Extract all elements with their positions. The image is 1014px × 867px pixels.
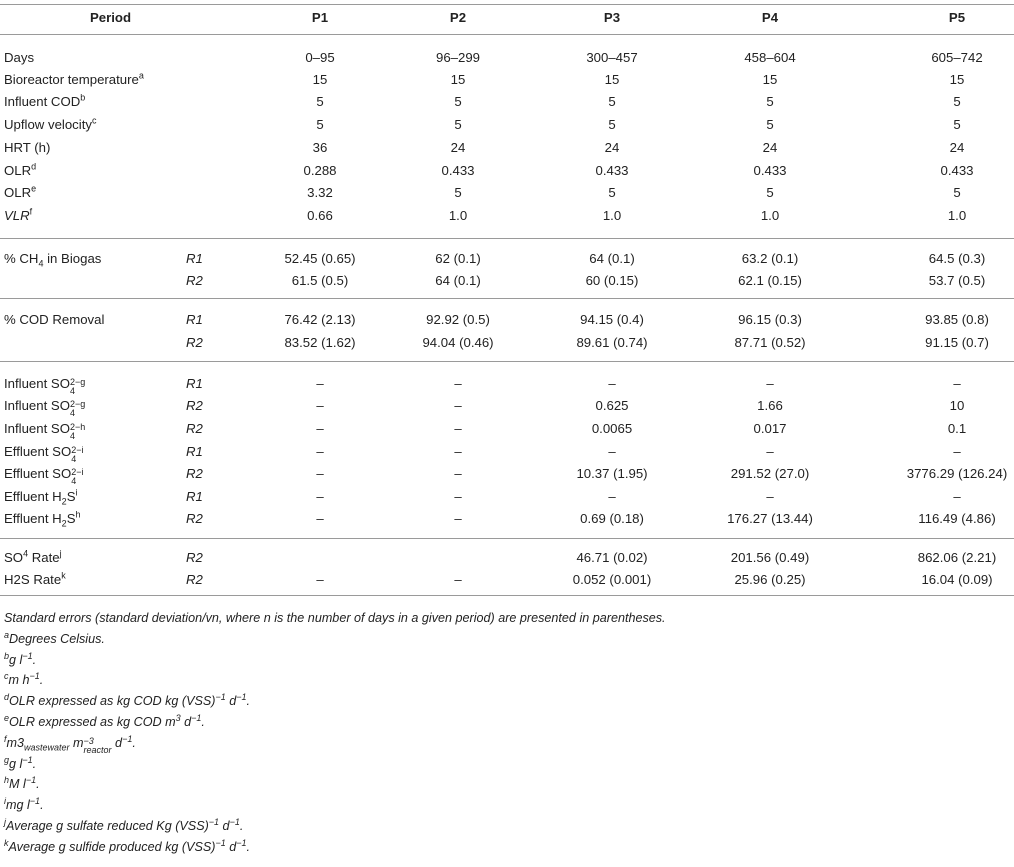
cell-p3: 5 (608, 117, 616, 132)
cell-p1: – (316, 398, 324, 413)
cell-p4: 5 (766, 185, 774, 200)
cell-p5: 0.433 (940, 163, 974, 178)
cell-p4: 5 (766, 94, 774, 109)
row-reactor: R2 (186, 273, 203, 288)
row-label: Effluent $H_2S^h$ (4, 509, 81, 529)
cell-p3: 24 (604, 140, 620, 155)
table-row (0, 395, 1014, 417)
group-rule (0, 361, 1014, 362)
cell-p2: – (454, 572, 462, 587)
table-row (0, 309, 1014, 331)
table-row (0, 270, 1014, 292)
table-row (0, 91, 1014, 113)
cell-p2: 92.92 (0.5) (426, 312, 490, 327)
cell-p1: – (316, 444, 324, 459)
row-label: Influent SO 2−g 4 (4, 376, 86, 396)
header-p2: P2 (449, 10, 467, 25)
cell-p4: 63.2 (0.1) (741, 251, 799, 266)
cell-p3: 94.15 (0.4) (580, 312, 644, 327)
cell-p3: – (608, 376, 616, 391)
header-p1: P1 (311, 10, 329, 25)
footnote-f: $^fm3_{wastewater}$ m −3 reactor $d^{-1}$. (4, 733, 136, 755)
header-period: Period (90, 10, 132, 25)
cell-p2: – (454, 466, 462, 481)
cell-p1: 5 (316, 94, 324, 109)
table-row (0, 373, 1014, 395)
cell-p3: – (608, 489, 616, 504)
table-row (0, 47, 1014, 69)
table-row (0, 114, 1014, 136)
row-label: OLR$^d$ (4, 161, 37, 178)
table-row (0, 248, 1014, 270)
cell-p2: 96–299 (435, 50, 480, 65)
group-rule (0, 298, 1014, 299)
cell-p1: 15 (312, 72, 328, 87)
cell-p1: 36 (312, 140, 328, 155)
cell-p2: – (454, 511, 462, 526)
row-label: H2S Rate$^k$ (4, 570, 66, 587)
row-label: Effluent SO 2−i 4 (4, 444, 84, 464)
header-p4: P4 (761, 10, 779, 25)
cell-p4: 176.27 (13.44) (727, 511, 813, 526)
cell-p2: – (454, 489, 462, 504)
cell-p1: – (316, 572, 324, 587)
table-row (0, 137, 1014, 159)
cell-p3: 300–457 (586, 50, 638, 65)
cell-p3: 0.625 (595, 398, 629, 413)
table-top-rule (0, 4, 1014, 5)
footnote-i: $^i$mg $l^{-1}$. (4, 795, 44, 813)
cell-p4: 201.56 (0.49) (730, 550, 810, 565)
header-p5: P5 (948, 10, 966, 25)
footnote-g: $^g$g $l^{-1}$. (4, 754, 37, 771)
cell-p2: – (454, 444, 462, 459)
cell-p1: 52.45 (0.65) (284, 251, 356, 266)
cell-p4: 0.433 (753, 163, 787, 178)
cell-p1: 61.5 (0.5) (291, 273, 349, 288)
row-label: Bioreactor temperature$^a$ (4, 70, 144, 87)
cell-p3: 5 (608, 94, 616, 109)
cell-p5: – (953, 489, 961, 504)
table-row (0, 547, 1014, 569)
footnote-errors: Standard errors (standard deviation/vn, where n is the number of days in a given period) are presented in parentheses. (4, 611, 666, 625)
footnote-k: $^k$Average g sulfide produced kg (VSS)$^{-1}$ $d^{-1}$. (4, 837, 251, 854)
table-header-row (0, 7, 1014, 29)
cell-p2: 94.04 (0.46) (422, 335, 494, 350)
cell-p1: 5 (316, 117, 324, 132)
cell-p5: 10 (949, 398, 965, 413)
table-row (0, 441, 1014, 463)
cell-p3: 0.433 (595, 163, 629, 178)
footnote-h: $^h$M $l^{-1}$. (4, 775, 40, 792)
row-label: $SO^4$ Rate$^j$ (4, 548, 62, 565)
cell-p3: 5 (608, 185, 616, 200)
cell-p5: 91.15 (0.7) (925, 335, 989, 350)
row-reactor: R1 (186, 312, 203, 327)
cell-p1: 76.42 (2.13) (284, 312, 356, 327)
cell-p4: 0.017 (753, 421, 787, 436)
row-label: Effluent SO 2−i 4 (4, 466, 84, 486)
cell-p3: 64 (0.1) (589, 251, 635, 266)
table-row (0, 463, 1014, 485)
cell-p3: – (608, 444, 616, 459)
row-reactor: R2 (186, 511, 203, 526)
footnote-d: $^d$OLR expressed as kg COD kg (VSS)$^{-1}$ $d^{-1}$. (4, 692, 251, 709)
table-footnotes (4, 608, 1010, 858)
cell-p5: 15 (949, 72, 965, 87)
cell-p2: – (454, 421, 462, 436)
cell-p1: – (316, 466, 324, 481)
cell-p3: 0.69 (0.18) (580, 511, 644, 526)
cell-p2: 64 (0.1) (435, 273, 481, 288)
row-label: Influent SO 2−g 4 (4, 398, 86, 418)
row-reactor: R2 (186, 421, 203, 436)
cell-p2: 5 (454, 185, 462, 200)
cell-p3: 0.0065 (591, 421, 633, 436)
row-reactor: R2 (186, 572, 203, 587)
table-bottom-rule (0, 595, 1014, 596)
cell-p2: 24 (450, 140, 466, 155)
cell-p2: 15 (450, 72, 466, 87)
row-label: % $CH_4$ in Biogas (4, 251, 102, 269)
table-row (0, 508, 1014, 530)
row-label: Effluent $H_2S^i$ (4, 487, 78, 507)
cell-p1: – (316, 421, 324, 436)
cell-p4: 96.15 (0.3) (738, 312, 802, 327)
cell-p5: 862.06 (2.21) (917, 550, 997, 565)
cell-p5: 16.04 (0.09) (921, 572, 993, 587)
cell-p5: 1.0 (947, 208, 967, 223)
cell-p4: – (766, 444, 774, 459)
cell-p5: 3776.29 (126.24) (906, 466, 1008, 481)
table-row (0, 182, 1014, 204)
footnote-e: $^e$OLR expressed as kg COD $m^3$ $d^{-1}$. (4, 712, 205, 729)
cell-p1: – (316, 376, 324, 391)
row-reactor: R1 (186, 251, 203, 266)
table-row (0, 332, 1014, 354)
table-row (0, 569, 1014, 591)
cell-p4: 291.52 (27.0) (730, 466, 810, 481)
cell-p5: 5 (953, 117, 961, 132)
footnote-a: $^a$Degrees Celsius. (4, 629, 105, 646)
cell-p2: – (454, 376, 462, 391)
cell-p3: 15 (604, 72, 620, 87)
header-p3: P3 (603, 10, 621, 25)
table-row (0, 418, 1014, 440)
cell-p5: – (953, 376, 961, 391)
row-reactor: R2 (186, 335, 203, 350)
cell-p3: 10.37 (1.95) (576, 466, 648, 481)
table-row (0, 205, 1014, 227)
cell-p4: 62.1 (0.15) (738, 273, 802, 288)
cell-p1: – (316, 489, 324, 504)
cell-p3: 60 (0.15) (585, 273, 639, 288)
row-reactor: R1 (186, 376, 203, 391)
cell-p2: 5 (454, 94, 462, 109)
cell-p1: 83.52 (1.62) (284, 335, 356, 350)
cell-p1: – (316, 511, 324, 526)
cell-p5: 116.49 (4.86) (918, 511, 996, 526)
cell-p4: 458–604 (744, 50, 796, 65)
cell-p1: 3.32 (307, 185, 333, 200)
footnote-c: $^c$m $h^{-1}$. (4, 671, 44, 688)
cell-p5: 5 (953, 185, 961, 200)
cell-p4: – (766, 376, 774, 391)
cell-p4: 24 (762, 140, 778, 155)
row-reactor: R1 (186, 444, 203, 459)
row-reactor: R1 (186, 489, 203, 504)
cell-p3: 46.71 (0.02) (576, 550, 648, 565)
row-label: Upflow velocity$^c$ (4, 115, 97, 132)
cell-p5: 24 (949, 140, 965, 155)
table-row (0, 486, 1014, 508)
cell-p4: 1.0 (760, 208, 780, 223)
footnote-b: $^b$g $l^{-1}$. (4, 650, 37, 667)
cell-p1: 0–95 (305, 50, 335, 65)
cell-p5: 605–742 (931, 50, 983, 65)
cell-p2: 62 (0.1) (435, 251, 481, 266)
cell-p4: – (766, 489, 774, 504)
header-rule (0, 34, 1014, 35)
cell-p4: 1.66 (757, 398, 783, 413)
row-label: Days (4, 50, 35, 65)
row-label: Influent SO 2−h 4 (4, 421, 86, 441)
cell-p1: 0.288 (303, 163, 337, 178)
cell-p5: 93.85 (0.8) (925, 312, 989, 327)
cell-p5: 53.7 (0.5) (928, 273, 986, 288)
row-reactor: R2 (186, 466, 203, 481)
cell-p4: 5 (766, 117, 774, 132)
cell-p5: 5 (953, 94, 961, 109)
cell-p2: – (454, 398, 462, 413)
cell-p3: 0.052 (0.001) (572, 572, 652, 587)
row-label: OLR$^e$ (4, 183, 37, 200)
cell-p5: – (953, 444, 961, 459)
row-label: Influent COD$^b$ (4, 92, 86, 109)
cell-p2: 0.433 (441, 163, 475, 178)
cell-p3: 89.61 (0.74) (576, 335, 648, 350)
cell-p4: 87.71 (0.52) (734, 335, 806, 350)
table-row (0, 160, 1014, 182)
cell-p5: 64.5 (0.3) (928, 251, 986, 266)
cell-p1: 0.66 (307, 208, 333, 223)
cell-p4: 25.96 (0.25) (734, 572, 806, 587)
row-label: VLR$^f$ (4, 206, 33, 223)
row-label: HRT (h) (4, 140, 51, 155)
table-row (0, 69, 1014, 91)
group-rule (0, 538, 1014, 539)
row-reactor: R2 (186, 398, 203, 413)
cell-p4: 15 (762, 72, 778, 87)
row-label: % COD Removal (4, 312, 105, 327)
cell-p2: 1.0 (448, 208, 468, 223)
row-reactor: R2 (186, 550, 203, 565)
footnote-j: $^j$Average g sulfate reduced Kg (VSS)$^{-1}$ $d^{-1}$. (4, 816, 244, 833)
cell-p2: 5 (454, 117, 462, 132)
cell-p3: 1.0 (602, 208, 622, 223)
group-rule (0, 238, 1014, 239)
cell-p5: 0.1 (947, 421, 967, 436)
